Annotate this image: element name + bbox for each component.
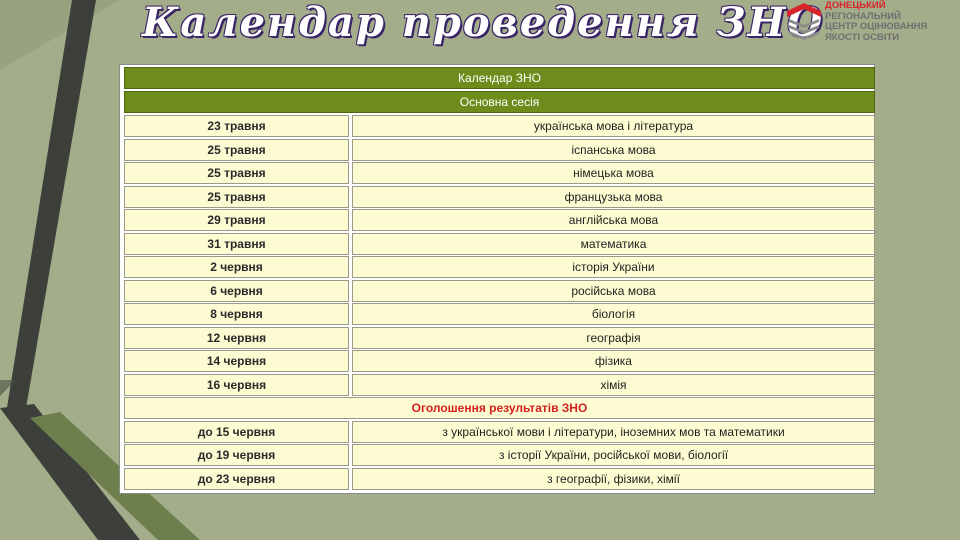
date-cell: 23 травня [124,115,349,137]
date-cell: 25 травня [124,186,349,208]
table-row [124,209,875,231]
subject-cell: фізика [352,350,875,372]
date-cell: 29 травня [124,209,349,231]
logo-line: ЦЕНТР ОЦІНЮВАННЯ [825,21,928,32]
subject-cell: російська мова [352,280,875,302]
subject-cell: з української мови і літератури, іноземних мов та математики [352,421,875,443]
subject-cell: географія [352,327,875,349]
table-row [124,256,875,278]
book-chevron-logo-icon [785,1,823,45]
date-cell: 31 травня [124,233,349,255]
table-row [124,280,875,302]
session-header: Основна сесія [124,91,875,113]
date-cell: 6 червня [124,280,349,302]
table-row [124,350,875,372]
table-row [124,139,875,161]
subject-cell: з географії, фізики, хімії [352,468,875,490]
date-cell: 8 червня [124,303,349,325]
date-cell: 25 травня [124,162,349,184]
subject-cell: історія України [352,256,875,278]
table-row [124,303,875,325]
date-cell: 12 червня [124,327,349,349]
subject-cell: біологія [352,303,875,325]
table-row [124,421,875,443]
subject-cell: математика [352,233,875,255]
table-row [124,468,875,490]
date-cell: 14 червня [124,350,349,372]
subject-cell: іспанська мова [352,139,875,161]
logo [785,1,960,45]
date-cell: 16 червня [124,374,349,396]
results-heading-row [124,397,875,419]
date-cell: 2 червня [124,256,349,278]
table-row [124,374,875,396]
subject-cell: англійська мова [352,209,875,231]
logo-text [825,1,927,43]
date-cell: до 15 червня [124,421,349,443]
logo-line: ДОНЕЦЬКИЙ [825,0,886,11]
table-row [124,444,875,466]
zno-calendar-table [119,64,875,494]
table-header: Календар ЗНО [124,67,875,89]
subject-cell: німецька мова [352,162,875,184]
date-cell: до 19 червня [124,444,349,466]
subject-cell: французька мова [352,186,875,208]
table-row [124,162,875,184]
logo-line: РЕГІОНАЛЬНИЙ [825,10,901,22]
table-row [124,186,875,208]
subject-cell: хімія [352,374,875,396]
slide-title: Календар проведення ЗНО [142,0,825,46]
logo-line: ЯКОСТІ ОСВІТИ [825,31,900,43]
date-cell: до 23 червня [124,468,349,490]
date-cell: 25 травня [124,139,349,161]
subject-cell: українська мова і література [352,115,875,137]
table-row [124,233,875,255]
subject-cell: з історії України, російської мови, біології [352,444,875,466]
table-row [124,327,875,349]
results-heading: Оголошення результатів ЗНО [124,397,875,419]
table-row [124,115,875,137]
